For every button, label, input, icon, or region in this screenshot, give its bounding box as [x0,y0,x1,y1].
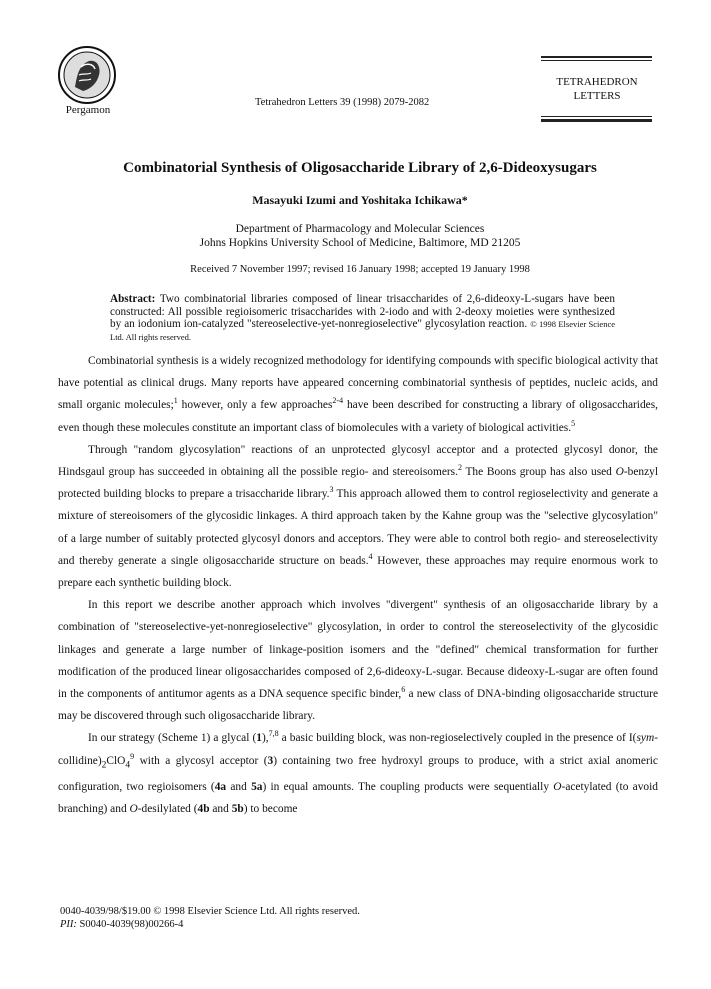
paper-title: Combinatorial Synthesis of Oligosaccharide Library of 2,6-Dideoxysugars [123,160,597,176]
affiliation [40,222,680,250]
paragraph-2: Through "random glycosylation" reactions of an unprotected glycosyl acceptor and a protected glycosyl donor, the Hindsgaul group has succeeded in obtaining all the possible regio- and stereoisomers.$^2$ The Boons group has also used O-benzyl protected building blocks to prepare a trisaccharide library.$^3$ This approach allowed them to control regioselectivity and generate a mixture of stereoisomers of the glycosidic linkages. A third approach taken by the Kahne group was the "selective glycosylation" of a large number of suitably protected glycosyl donors and acceptors. They were able to control both regio- and stereoselectivity and thereby generate a single oligosaccharide structure on beads.$^4$ However, these approaches may require enormous work to prepare each synthetic building block. [58,443,658,590]
affiliation-line1: Department of Pharmacology and Molecular Sciences [235,223,485,235]
journal-name [552,75,642,103]
body-text [58,350,658,821]
footer-pii: PII: S0040-4039(98)00266-4 [60,919,184,930]
abstract-copyright: © 1998 Elsevier Science Ltd. All rights reserved. [110,319,615,342]
received-dates: Received 7 November 1997; revised 16 January 1998; accepted 19 January 1998 [190,264,530,275]
header-rule-top [541,56,652,58]
journal-citation: Tetrahedron Letters 39 (1998) 2079-2082 [255,97,430,108]
journal-name-line1: TETRAHEDRON [556,76,638,88]
abstract-text: Two combinatorial libraries composed of linear trisaccharides of 2,6-dideoxy-L-sugars have been constructed: All possible regioisomeric trisaccharides with 2-iodo and with 2-deoxy moieties were synthesized by an iodonium ion-catalyzed "stereoselective-yet-nonregioselective" glycosylation reaction. [110,293,615,330]
abstract [110,293,615,343]
paragraph-4: In our strategy (Scheme 1) a glycal (1),$^{7,8}$ a basic building block, was non-regioselectively coupled in the presence of $I(sym-collidine)_2ClO_4^9$ with a glycosyl acceptor (3) containing two free hydroxyl groups to produce, with a strict axial anomeric configuration, two regioisomers (4a and 5a) in equal amounts. The coupling products were sequentially O-acetylated (to avoid branching) and O-desilylated (4b and 5b) to become [58,729,658,816]
footer [60,905,360,931]
header-rule-bottom-thin [541,116,652,117]
publisher-logo-icon [57,45,117,105]
paper-authors: Masayuki Izumi and Yoshitaka Ichikawa* [252,193,468,207]
header-rule-bottom [541,119,652,122]
abstract-label: Abstract: [110,293,156,305]
affiliation-line2: Johns Hopkins University School of Medicine, Baltimore, MD 21205 [199,237,521,249]
publisher-name: Pergamon [65,104,111,116]
journal-name-line2: LETTERS [573,90,621,102]
paragraph-3: In this report we describe another approach which involves "divergent" synthesis of an oligosaccharide library by a combination of "stereoselective-yet-nonregioselective" glycosylation, in order to control the stereoselectivity of the glycosidic linkages and generate a large number of linkage-position isomers and the "defined" chemical transformation for further modification of the produced linear oligosaccharides composed of 2,6-dideoxy-L-sugar. Because dideoxy-L-sugar are often found in the components of antitumor agents as a DNA sequence specific binder,$^6$ a new class of DNA-binding oligosaccharide structure may be discovered through such oligosaccharide library. [58,599,659,723]
footer-copyright: 0040-4039/98/$19.00 © 1998 Elsevier Science Ltd. All rights reserved. [60,906,360,917]
paragraph-1: Combinatorial synthesis is a widely recognized methodology for identifying compounds with specific biological activity that have potential as clinical drugs. Many reports have appeared concerning combinatorial synthesis of peptides, nucleic acids, and small organic molecules;$^1$ however, only a few approaches$^{2-4}$ have been described for constructing a library of oligosaccharides, even though these molecules constitute an important class of biomolecules with a variety of biological activities.$^5$ [58,355,658,434]
header-rule-top-thin [541,60,652,61]
